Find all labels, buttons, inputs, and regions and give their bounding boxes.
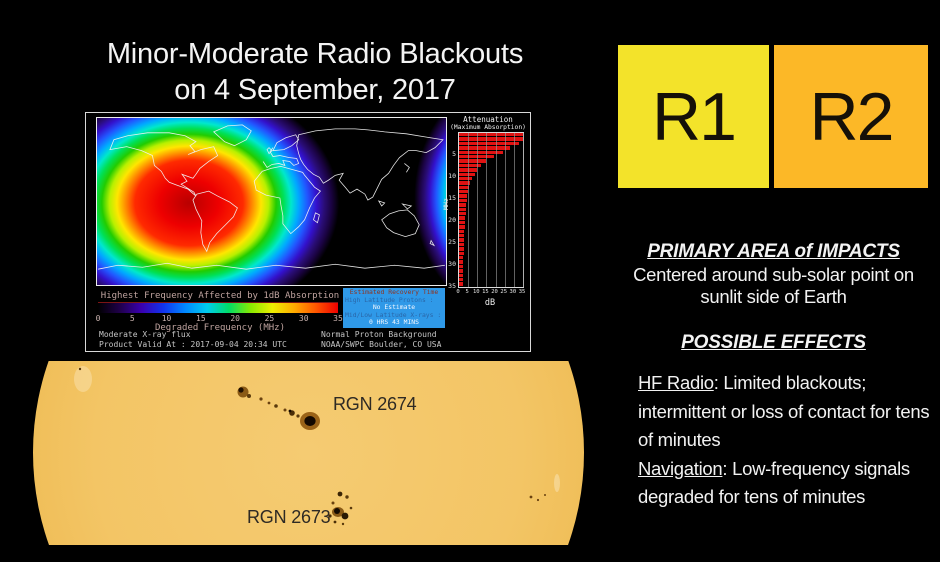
colorbar-axis-label: Degraded Frequency (MHz) [154, 323, 286, 333]
colorbar-tick: 10 [161, 314, 172, 323]
effect-navigation-text: : Low-frequency signals degraded for tens of minutes [638, 457, 910, 507]
recovery-time-box [343, 288, 445, 328]
r1-scale-badge [618, 45, 769, 188]
attenuation-bar [459, 256, 463, 259]
attenuation-y-tick: 15 [448, 194, 456, 202]
impacts-line-2: sunlit side of Earth [700, 285, 847, 307]
attenuation-x-tick: 10 [472, 289, 480, 295]
attenuation-chart-subtitle: (Maximum Absorption) [450, 124, 526, 131]
attenuation-bar [459, 212, 466, 215]
impacts-line-1: Centered around sub-solar point on [633, 264, 914, 285]
sunspot-group-rgn2673 [328, 492, 352, 526]
proton-background-status: Normal Proton Background [321, 330, 437, 339]
title-line-2: on 4 September, 2017 [174, 74, 456, 106]
attenuation-bar [459, 194, 467, 197]
colorbar-gradient [98, 302, 338, 313]
attenuation-bar [459, 225, 465, 228]
attenuation-bar [459, 238, 464, 241]
attenuation-x-tick: 0 [456, 289, 460, 295]
attenuation-x-tick: 35 [518, 289, 526, 295]
sunspot-specks-west-limb [530, 474, 560, 501]
attenuation-gridline [477, 133, 478, 287]
colorbar-tick: 15 [196, 314, 206, 323]
colorbar-tick: 0 [95, 314, 101, 323]
attenuation-bar [459, 203, 466, 206]
attenuation-bar [459, 221, 465, 224]
attenuation-bar [459, 274, 463, 277]
attenuation-y-tick: 5 [452, 150, 456, 158]
effect-hf-radio-label: HF Radio [638, 372, 714, 393]
attenuation-bar [459, 234, 464, 237]
attenuation-x-axis-label: dB [484, 298, 496, 308]
impacts-heading: PRIMARY AREA of IMPACTS [647, 241, 900, 262]
attenuation-y-tick: 25 [448, 238, 456, 246]
attenuation-gridline [468, 133, 469, 287]
attenuation-y-tick: 30 [448, 260, 456, 268]
absorption-world-map [96, 117, 447, 286]
noaa-swpc-credit: NOAA/SWPC Boulder, CO USA [321, 340, 442, 349]
effect-navigation-label: Navigation [638, 457, 723, 479]
solar-disk-image [33, 361, 584, 545]
attenuation-gridline [486, 133, 487, 287]
absorption-blob-pacific [97, 118, 339, 285]
attenuation-chart-title: Attenuation [463, 115, 513, 124]
recovery-title: Estimated Recovery Time [349, 288, 439, 296]
recovery-high-lat-value: No Estimate [372, 303, 416, 312]
effect-hf-radio-text: : Limited blackouts; intermittent or loss of contact for tens of minutes [638, 372, 930, 450]
world-map-svg [97, 118, 446, 285]
colorbar-area [94, 291, 346, 333]
title-line-1: Minor-Moderate Radio Blackouts [106, 38, 524, 70]
effects-body [638, 369, 938, 512]
effects-heading: POSSIBLE EFFECTS [681, 332, 866, 353]
attenuation-bar [459, 216, 465, 219]
attenuation-y-axis-label: MHz [441, 198, 450, 210]
attenuation-bar [459, 177, 472, 180]
attenuation-x-tick: 15 [482, 289, 489, 295]
colorbar-tick: 30 [298, 314, 309, 323]
attenuation-bar [459, 146, 510, 149]
colorbar-title: Highest Frequency Affected by 1dB Absorption [100, 291, 340, 301]
product-valid-time: Product Valid At : 2017-09-04 20:34 UTC [99, 340, 287, 349]
attenuation-bar [459, 190, 468, 193]
colorbar-tick: 5 [129, 314, 135, 323]
r2-label: R2 [809, 78, 893, 155]
attenuation-bar [459, 208, 466, 211]
attenuation-x-tick: 25 [500, 289, 508, 295]
r2-scale-badge [774, 45, 928, 188]
attenuation-plot [458, 132, 524, 288]
attenuation-y-tick: 10 [448, 172, 456, 180]
sunspot-group-rgn2674 [238, 387, 321, 431]
attenuation-gridline [514, 133, 515, 287]
attenuation-bar [459, 243, 464, 246]
attenuation-bar [459, 269, 463, 272]
drap-status-left [99, 330, 287, 350]
recovery-high-lat-label: High Latitude Protons : [345, 295, 434, 304]
attenuation-bar [459, 252, 464, 255]
attenuation-y-tick: 20 [448, 216, 456, 224]
attenuation-bar [459, 159, 486, 162]
attenuation-bar [459, 199, 467, 202]
attenuation-x-tick: 5 [465, 289, 469, 295]
xray-flux-status: Moderate X-ray flux [99, 330, 191, 339]
attenuation-y-tick: 35 [448, 282, 456, 290]
attenuation-gridline [523, 133, 524, 287]
attenuation-bar [459, 173, 475, 176]
region-label-2673: RGN 2673 [247, 507, 331, 527]
recovery-midlow-value: 0 HRS 43 MINS [368, 318, 420, 327]
region-label-2674: RGN 2674 [333, 394, 417, 414]
drap-product-image [85, 112, 531, 352]
attenuation-gridline [505, 133, 506, 287]
colorbar-tick: 35 [333, 314, 343, 323]
attenuation-bar [459, 265, 463, 268]
attenuation-chart [441, 114, 530, 350]
recovery-midlow-label: Mid/Low Latitude X-rays : [345, 310, 442, 319]
r1-label: R1 [652, 78, 735, 155]
attenuation-bar [459, 230, 464, 233]
colorbar-tick: 20 [230, 314, 240, 323]
attenuation-x-tick: 20 [491, 289, 498, 295]
attenuation-bar [459, 260, 463, 263]
page-title [20, 36, 610, 108]
attenuation-bar [459, 247, 464, 250]
attenuation-x-tick: 30 [509, 289, 517, 295]
impacts-body [617, 264, 930, 307]
attenuation-bar [459, 278, 463, 281]
drap-status-right [321, 330, 441, 350]
attenuation-gridline [496, 133, 497, 287]
colorbar-tick: 25 [264, 314, 275, 323]
colorbar-ticks [95, 313, 343, 323]
faculae-east-limb [74, 366, 92, 392]
attenuation-bar [459, 282, 463, 285]
